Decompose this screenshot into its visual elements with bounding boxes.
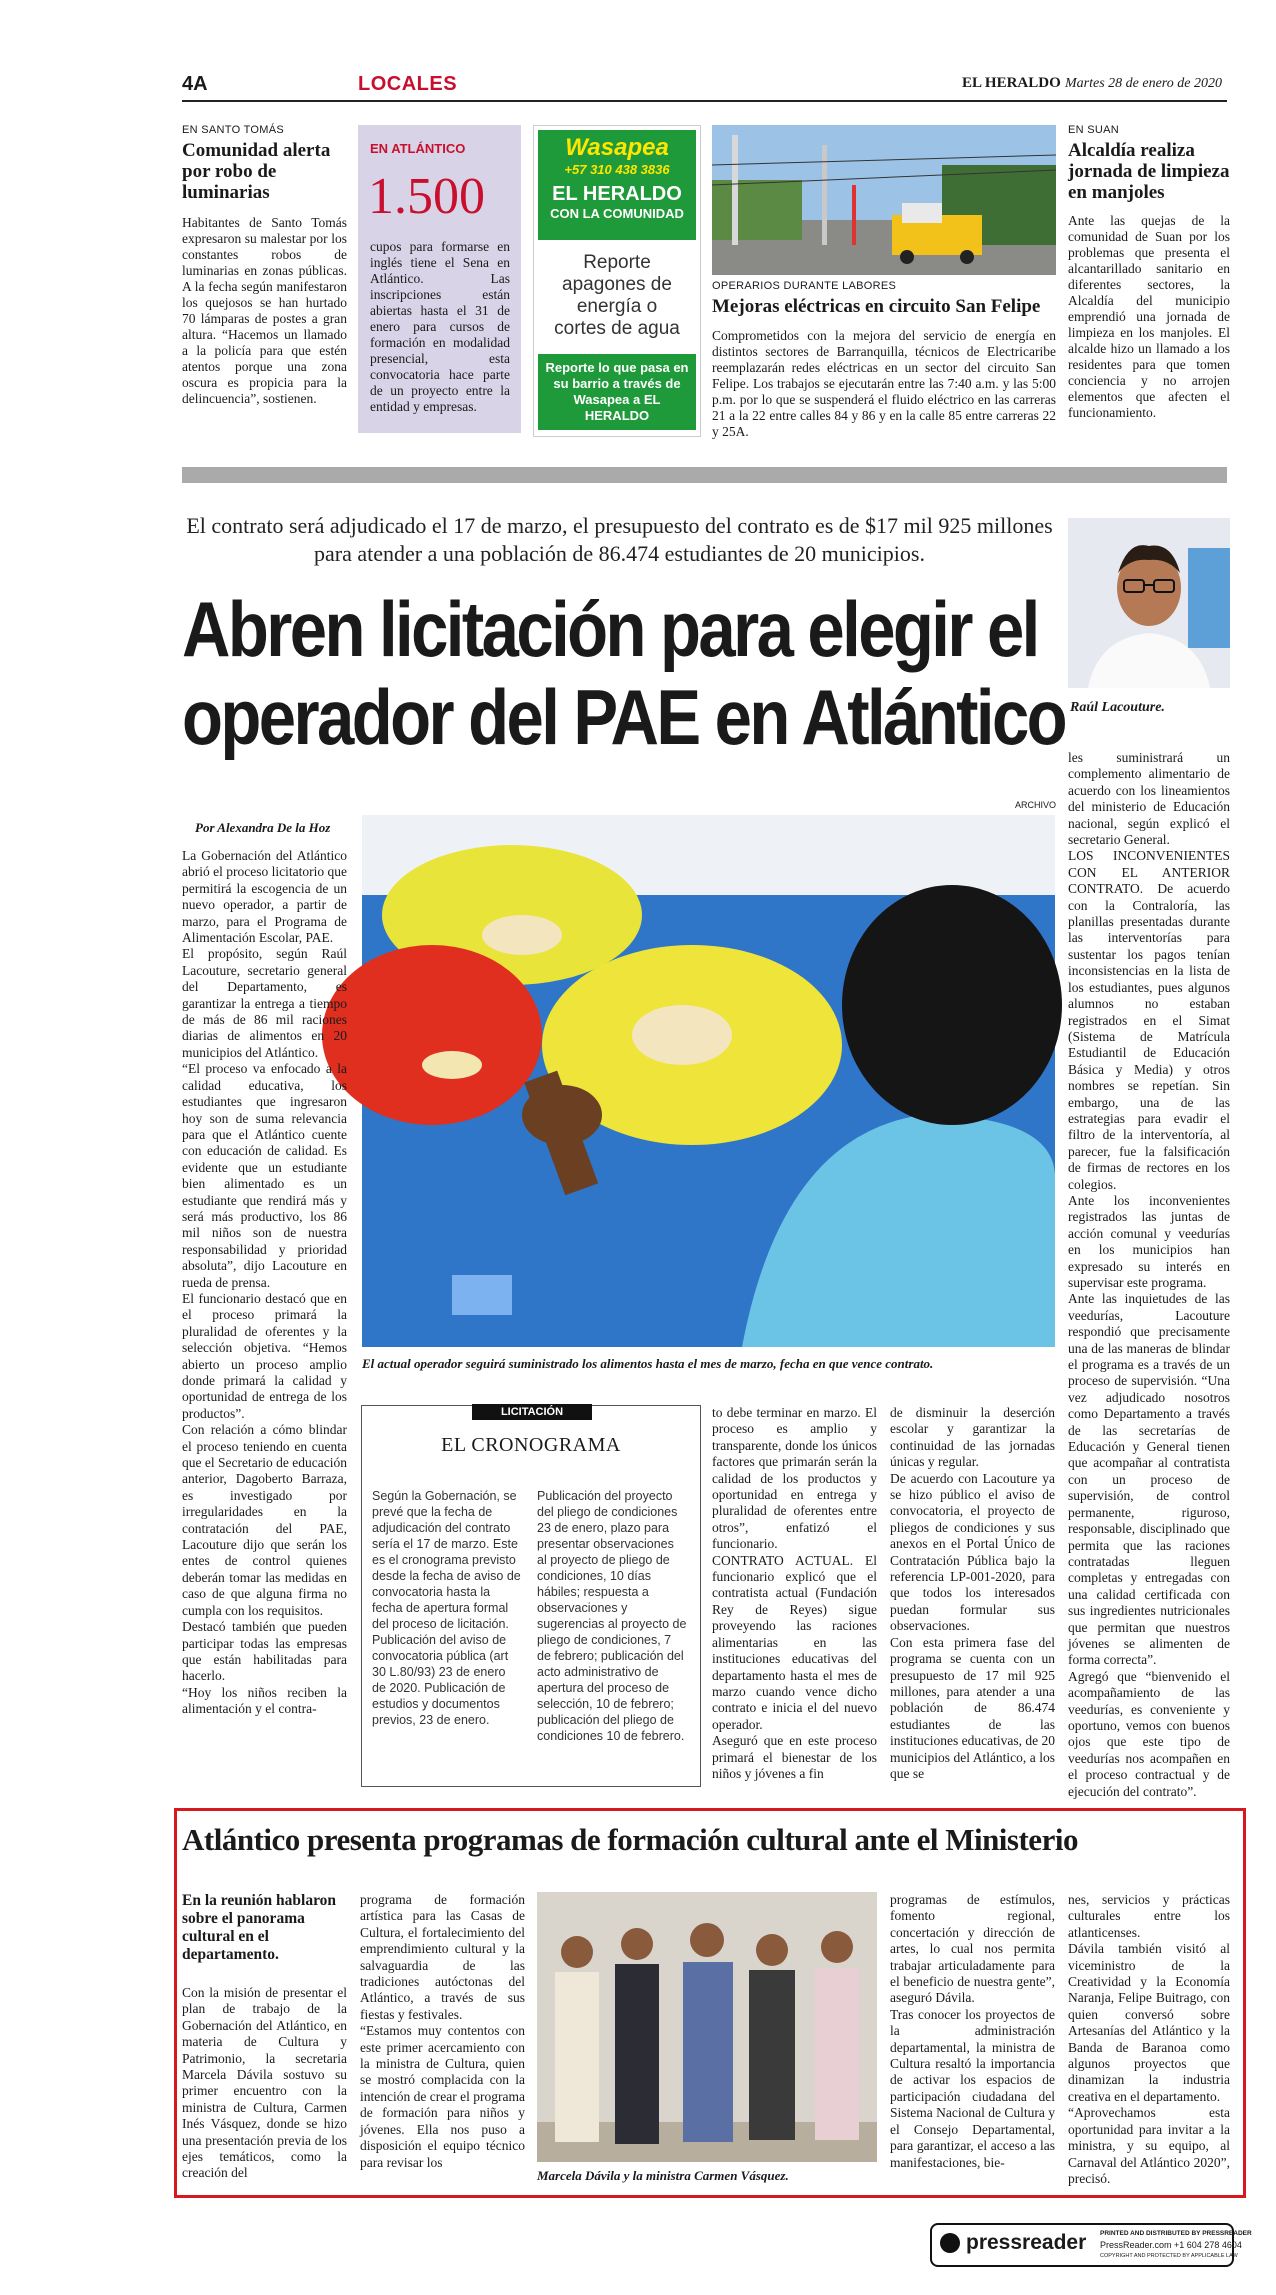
box-title: EL CRONOGRAMA [441,1434,621,1456]
footer-line-1: PRINTED AND DISTRIBUTED BY PRESSREADER [1100,2230,1252,2237]
kicker: EN SANTO TOMÁS [182,124,285,136]
brief-body: Habitantes de Santo Tomás expresaron su malestar por los constantes robos de luminarias en zonas públicas. A la fecha según manifestaron los quejosos se han hurtado 70 lámparas de postes a gran altura. “Hacemos un llamado a la policía para que estén atentos porque una zona oscura es propicia para la delincuencia”, sostienen. [182,215,347,406]
school-lunch-photo [362,815,1055,1347]
brief-body: Ante las quejas de la comunidad de Suan por los problemas que presenta el alcantarillado sanitario en diferentes sectores, la Alcaldía del municipio emprendió una jornada de limpieza en los manjoles. El alcalde hizo un llamado a los residentes para que tomen conciencia y no arrojen elementos que afecten el funcionamiento. [1068,213,1230,420]
brief-body: Comprometidos con la mejora del servicio de energía en distintos sectores de Barranquilla, técnicos de Electricaribe reemplazarán redes eléctricas en un sector del circuito San Felipe. Los trabajos se ejecutarán entre las 7:40 a.m. y las 5:00 p.m. por lo que se suspenderá el fluido eléctrico en las carreras 21 a la 22 entre calles 84 y 86 y en la calle 85 entre carreras 22 y 25A. [712,328,1056,439]
wasapea-report: Reporte apagones de energía o cortes de agua [554,252,680,339]
brief-atlantico [358,125,521,433]
pressreader-logo-icon [940,2233,960,2253]
article-col-5: les suministrará un complemento alimentario de acuerdo con los lineamientos del ministerio de Educación nacional, según explicó el secretario General. LOS INCONVENIENTES CON EL ANTERIOR CONTRATO. De acuerdo con la Contraloría, las planillas presentadas durante las interventorías para sustentar los pagos tenían inconsistencias en la lista de los estudiantes, pues algunos alumnos no estaban registrados en el Simat (Sistema de Matrícula Estudiantil de Educación Básica y Media) y otros nombres se repetían. Sin embargo, una de las estrategias para evadir el filtro de la interventoría, al parecer, fue la falsificación de firmas de rectores en los colegios. Ante los inconvenientes registrados las juntas de acción comunal y veedurías en los municipios han expresado su interés en supervisar este programa. Ante las inquietudes de las veedurías, Lacouture respondió que precisamente una de las maneras de blindar el programa es a través de un proceso de supervisión. “Una vez adjudicado nosotros como Departamento a través de las secretarías de Educación y General tienen que acompañar al contratista con un proceso de supervisión, de control permanente, riguroso, responsable, disciplinado que permita que las raciones contratadas lleguen completas y entregadas con una calidad certificada con sus ingredientes nutricionales que permitan que nuestros jóvenes se alimenten de forma correcta”. Agregó que “bienvenido el acompañamiento de las veedurías, es conveniente y oportuno, vemos con buenos ojos que este tipo de veedurías nos acompañen en el proceso contractual y de ejecución del contrato”. [1068,750,1230,1799]
paper-name: EL HERALDO [962,75,1061,91]
photo-caption: El actual operador seguirá suministrado los alimentos hasta el mes de marzo, fecha en que vence contrato. [362,1356,934,1371]
box-right-text: Publicación del proyecto del pliego de condiciones 23 de enero, plazo para presentar observaciones al proyecto de pliego de condiciones, 10 días hábiles; respuesta a observaciones y sugerencias al proyecto de pliego de condiciones, 7 de febrero; publicación del acto administrativo de apertura del proceso de selección, 10 de febrero; publicación del pliego de condiciones 10 de febrero. [537,1489,687,1743]
photo-caption: OPERARIOS DURANTE LABORES [712,280,897,292]
wasapea-brand: Wasapea [565,134,669,161]
kicker: EN SUAN [1068,124,1119,136]
headline-line-2: operador del PAE en Atlántico [182,673,1066,761]
footer-line-2: PressReader.com +1 604 278 4604 [1100,2240,1242,2250]
brief-san-felipe [712,280,1056,440]
box-left-text: Según la Gobernación, se prevé que la fecha de adjudicación del contrato sería el 17 de marzo. Este es el cronograma previsto desde la fecha de aviso de convocatoria hasta la fecha de apertura formal del proceso de licitación. Publicación del aviso de convocatoria pública (art 30 L.80/93) 23 de enero de 2020. Publicación de estudios y documentos previos, 23 de enero. [372,1489,521,1727]
portrait-caption: Raúl Lacouture. [1070,700,1165,715]
section-divider [182,467,1227,483]
headline-line-1: Abren licitación para elegir el [182,585,1038,673]
article-col-4: de disminuir la deserción escolar y garantizar la continuidad de las jornadas únicas y regular. De acuerdo con Lacouture ya se hizo público el aviso de convocatoria, el proyecto de pliegos de condiciones y sus anexos en el Portal Único de Contratación Pública bajo la referencia LP-001-2020, para que todos los interesados puedan formular sus observaciones. Con esta primera fase del programa se cuenta con un presupuesto de 17 mil 925 millones, para atender a una población de 86.474 estudiantes de las instituciones educativas, de 20 municipios del Atlántico, a los que se [890,1405,1055,1781]
headline [182,585,1066,785]
wasapea-header [538,130,696,240]
brief-title: Alcaldía realiza jornada de limpieza en manjoles [1068,140,1230,203]
wasapea-cta: Reporte lo que pasa en su barrio a través de Wasapea a EL HERALDO [538,354,696,430]
brief-title: Mejoras eléctricas en circuito San Felipe [712,296,1041,317]
footer-line-3: COPYRIGHT AND PROTECTED BY APPLICABLE LAW [1100,2253,1238,2259]
article-col-3: to debe terminar en marzo. El proceso es amplio y transparente, donde los únicos factores que primarán serán la calidad de los productos y oportunidad en entrega y pluralidad de oferentes entre otros”, enfatizó el funcionario. CONTRATO ACTUAL. El funcionario explicó que el contratista actual (Fundación Rey de Reyes) sigue proveyendo las raciones alimentarias en las instituciones educativas del departamento hasta el mes de marzo cuando vence dicho contrato e inicia el del nuevo operador. Aseguró que en este proceso primará el bienestar de los niños y jóvenes a fin [712,1405,877,1781]
culture-col-4: nes, servicios y prácticas culturales entre los atlanticenses. Dávila también visitó al viceministro de la Creatividad y la Economía Naranja, Felipe Buitrago, con quien conversó sobre Artesanías del Atlántico y la Banda de Baranoa como algunos proyectos que dinamizan la industria creativa en el departamento. “Aprovechamos esta oportunidad para invitar a la ministra, y su equipo, al Carnaval del Atlántico 2020”, precisó. [1068,1892,1230,2186]
section-title: LOCALES [358,73,458,95]
wasapea-phone: +57 310 438 3836 [564,162,670,177]
pressreader-brand: pressreader [966,2231,1087,2254]
culture-col-2: programa de formación artística para las Casas de Cultura, el fortalecimiento del emprendimiento cultural y la salvaguardia de las tradiciones autóctonas del Atlántico, a través de sus fiestas y festivales. “Estamos muy contentos con este primer acercamiento con la ministra de Cultura, quien se mostró complacida con la intención de crear el programa de formación para niños y jóvenes. Ella nos puso a disposición el equipo técnico para revisar los [360,1892,525,2170]
brief-body: cupos para formarse en inglés tiene el Sena en Atlántico. Las inscripciones están abiertas hasta el 31 de enero para cursos de formación en modalidad presencial, esta convocatoria hace parte de un proyecto entre la entidad y empresas. [370,239,510,414]
box-label: LICITACIÓN [472,1404,592,1420]
wasapea-ad [533,125,701,437]
cronograma-box [361,1405,701,1787]
culture-photo-caption: Marcela Dávila y la ministra Carmen Vásquez. [537,2168,789,2183]
big-number: 1.500 [368,168,485,225]
kicker: EN ATLÁNTICO [370,141,466,156]
officials-group-photo [537,1892,877,2162]
brief-title: Comunidad alerta por robo de luminarias [182,140,331,203]
page-date: Martes 28 de enero de 2020 [1065,76,1222,91]
pressreader-badge[interactable] [930,2223,1252,2267]
brief-suan [1068,124,1230,421]
culture-headline: Atlántico presenta programas de formación cultural ante el Ministerio [182,1822,1078,1857]
byline: Por Alexandra De la Hoz [195,820,331,835]
portrait-photo [1068,518,1230,688]
article-col-1: La Gobernación del Atlántico abrió el proceso licitatorio que permitirá la escogencia de un nuevo operador, a partir de marzo, para el Programa de Alimentación Escolar, PAE. El propósito, según Raúl Lacouture, secretario general del Departamento, es garantizar la entrega a tiempo de más de 86 mil raciones diarias de alimentos en 20 municipios del Atlántico. “El proceso va enfocado a la calidad educativa, los estudiantes que ingresaron hoy son de suma relevancia para que el Atlántico cuente con educación de calidad. Es evidente que un estudiante bien alimentado es un estudiante que rendirá más y será más productivo, los 86 mil niños son de nuestra responsabilidad y prioridad absoluta”, dijo Lacouture en rueda de prensa. El funcionario destacó que en el proceso primará la pluralidad de oferentes y la selección objetiva. “Hemos abierto un proceso amplio donde primará la calidad y oportunidad de entrega de los productos”. Con relación a cómo blindar el proceso teniendo en cuenta que el Secretario de educación anterior, Dagoberto Barraza, es investigado por irregularidades en la contratación del PAE, Lacouture dijo que serán los entes de control quienes deberán tomar las medidas en caso de que alguna firma no cumpla con los requisitos. Destacó también que pueden participar todas las empresas que están habilitadas para hacerlo. “Hoy los niños reciben la alimentación y el contra- [182,848,347,1717]
page-number: 4A [182,73,208,95]
deck: El contrato será adjudicado el 17 de marzo, el presupuesto del contrato es de $17 mil 925 millones para atender a una población de 86.474 estudiantes de 20 municipios. [186,513,1053,566]
brief-santo-tomas [182,124,347,407]
electric-workers-photo [712,125,1056,275]
culture-lead: En la reunión hablaron sobre el panorama cultural en el departamento. [182,1892,337,1963]
culture-col-1: Con la misión de presentar el plan de trabajo de la Gobernación del Atlántico, en materia de Cultura y Patrimonio, la secretaria Marcela Dávila sostuvo su primer encuentro con la ministra de Cultura, Carmen Inés Vásquez, donde se hizo una presentación previa de los ejes temáticos, como la creación del [182,1985,347,2181]
header-rule [182,100,1227,102]
wasapea-paper: EL HERALDO [552,183,682,205]
culture-col-3: programas de estímulos, fomento regional, concertación y dirección de artes, lo cual nos permita trabajar articuladamente para el beneficio de nuestra gente”, aseguró Dávila. Tras conocer los proyectos de la administración departamental, la ministra de Cultura resaltó la importancia de activar los espacios de participación ciudadana del Sistema Nacional de Cultura y el Consejo Departamental, para garantizar, el acceso a las manifestaciones, bie- [890,1892,1055,2170]
photo-credit: ARCHIVO [1015,800,1057,810]
wasapea-tagline: CON LA COMUNIDAD [550,206,684,221]
